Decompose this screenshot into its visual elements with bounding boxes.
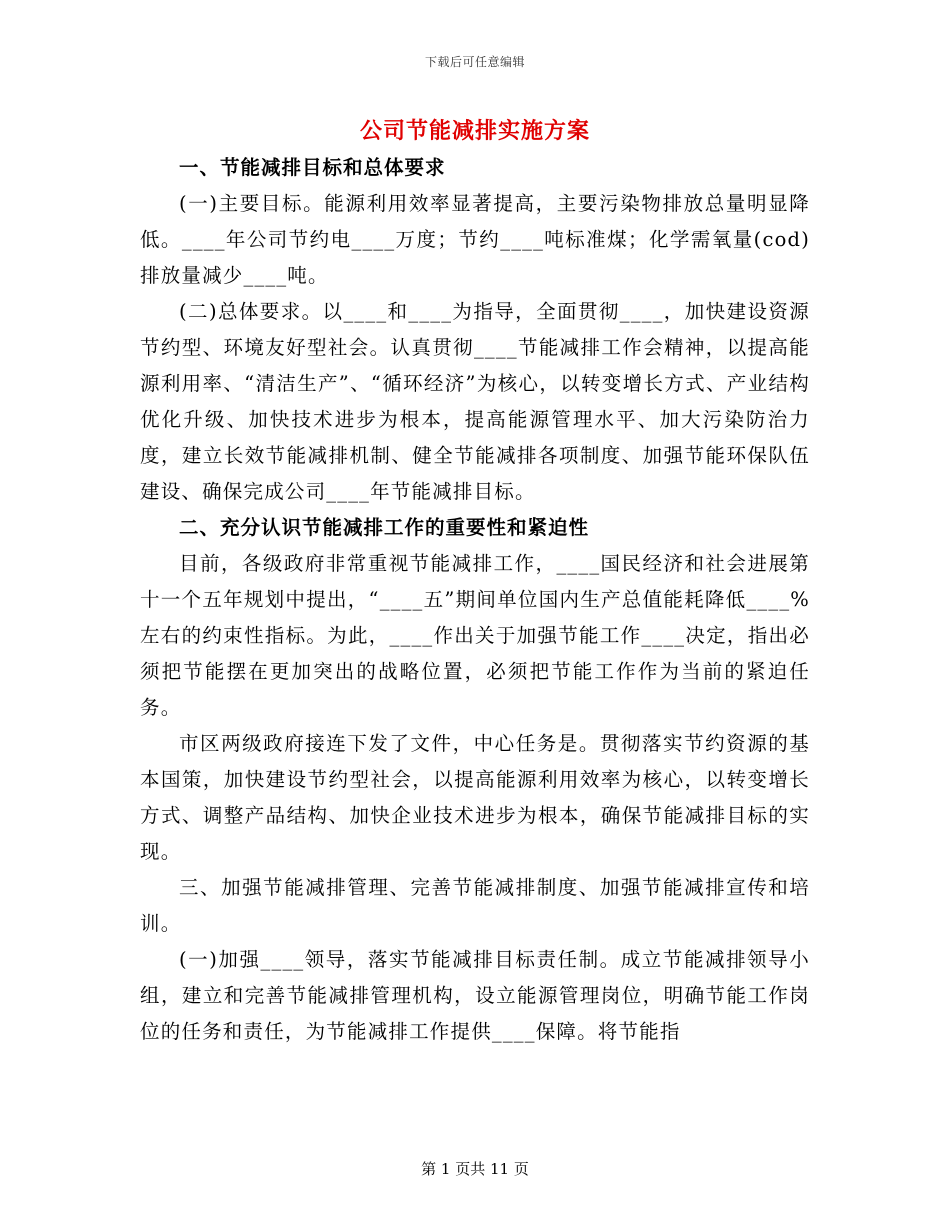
paragraph-current-situation: 目前，各级政府非常重视节能减排工作，____国民经济和社会进展第十一个五年规划中提出，“____五”期间单位国内生产总值能耗降低____%左右的约束性指标。为此，____作出关于加强节能工作____决定，指出必须把节能摆在更加突出的战略位置，必须把节能工作作为当前的紧迫任务。	[140, 552, 810, 719]
paragraph-main-goal: (一)主要目标。能源利用效率显著提高，主要污染物排放总量明显降低。____年公司节约电____万度；节约____吨标准煤；化学需氧量(cod)排放量减少____吨。	[140, 192, 810, 287]
section-heading-3: 三、加强节能减排管理、完善节能减排制度、加强节能减排宣传和培训。	[140, 876, 810, 935]
paragraph-strengthen-leadership: (一)加强____领导，落实节能减排目标责任制。成立节能减排领导小组，建立和完善节能减排管理机构，设立能源管理岗位，明确节能工作岗位的任务和责任，为节能减排工作提供____保障。将节能指	[140, 948, 810, 1043]
paragraph-overall-requirements: (二)总体要求。以____和____为指导，全面贯彻____，加快建设资源节约型、环境友好型社会。认真贯彻____节能减排工作会精神，以提高能源利用率、“清洁生产”、“循环经济”为核心，以转变增长方式、产业结构优化升级、加快技术进步为根本，提高能源管理水平、加大污染防治力度，建立长效节能减排机制、健全节能减排各项制度、加强节能环保队伍建设、确保完成公司____年节能减排目标。	[140, 300, 810, 503]
section-heading-1: 一、节能减排目标和总体要求	[179, 156, 446, 179]
paragraph-government-documents: 市区两级政府接连下发了文件，中心任务是。贯彻落实节约资源的基本国策，加快建设节约型社会，以提高能源利用效率为核心，以转变增长方式、调整产品结构、加快企业技术进步为根本，确保节能减排目标的实现。	[140, 732, 810, 863]
page-number-footer: 第 1 页共 11 页	[421, 1160, 529, 1178]
section-heading-2: 二、充分认识节能减排工作的重要性和紧迫性	[179, 516, 590, 539]
document-body	[140, 150, 810, 1050]
page-header-note: 下载后可任意编辑	[424, 55, 525, 69]
document-title: 公司节能减排实施方案	[359, 118, 590, 144]
